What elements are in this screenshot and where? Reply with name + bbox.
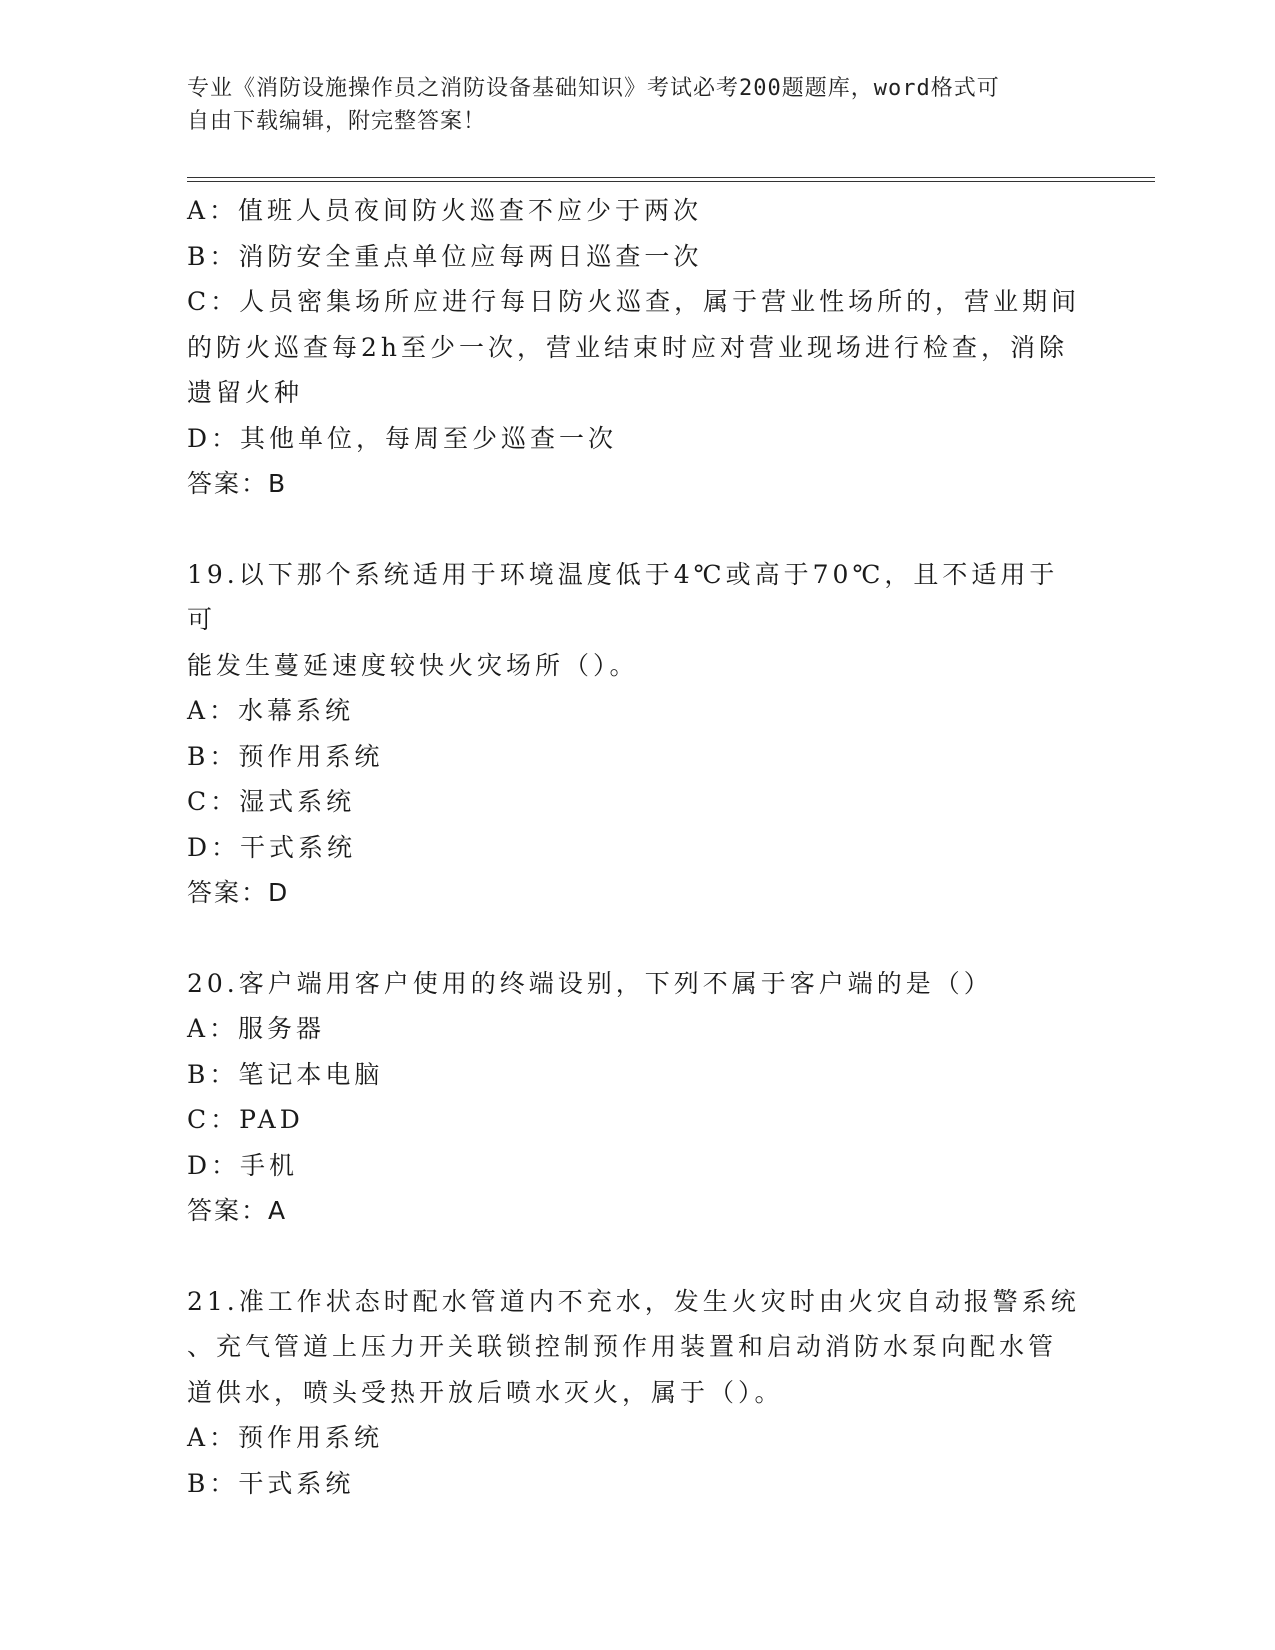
question-stem-line-1: 19.以下那个系统适用于环境温度低于4℃或高于70℃，且不适用于可 [187,559,1059,634]
question-stem-line-3: 道供水，喷头受热开放后喷水灭火，属于（）。 [187,1377,784,1407]
option-a: A：预作用系统 [187,1423,384,1452]
option-a: A：服务器 [187,1014,326,1043]
question-stem-line-1: 20.客户端用客户使用的终端设别，下列不属于客户端的是（） [187,968,993,998]
answer: 答案：D [187,878,290,907]
question-stem-line-2: 能发生蔓延速度较快火灾场所（）。 [187,650,639,680]
answer: 答案：B [187,469,288,498]
option-c-line-1: C：人员密集场所应进行每日防火巡查，属于营业性场所的，营业期间 [187,287,1081,316]
answer: 答案：A [187,1196,288,1225]
option-d: D：干式系统 [187,832,357,862]
question-stem-line-2: 、充气管道上压力开关联锁控制预作用装置和启动消防水泵向配水管 [187,1332,1058,1361]
question-18 [187,188,1087,507]
header-line-2: 自由下载编辑，附完整答案！ [187,109,487,134]
option-d: D：其他单位，每周至少巡查一次 [187,423,618,453]
spacer [187,916,1087,961]
question-19 [187,552,1087,916]
option-c: C：PAD [187,1105,304,1134]
question-stem-line-1: 21.准工作状态时配水管道内不充水，发生火灾时由火灾自动报警系统 [187,1286,1080,1316]
option-c-line-2: 的防火巡查每2h至少一次，营业结束时应对营业现场进行检查，消除 [187,332,1069,362]
question-list [187,188,1087,1506]
spacer [187,507,1087,552]
option-a: A：水幕系统 [187,696,355,725]
option-b: B：消防安全重点单位应每两日巡查一次 [187,241,703,271]
option-b: B：预作用系统 [187,741,384,771]
option-b: B：干式系统 [187,1468,355,1498]
header-line-1: 专业《消防设施操作员之消防设备基础知识》考试必考200题题库，word格式可 [187,76,1000,101]
option-d: D：手机 [187,1150,299,1180]
option-a: A：值班人员夜间防火巡查不应少于两次 [187,196,703,225]
option-c-line-3: 遗留火种 [187,378,304,407]
header-divider [187,177,1155,182]
option-c: C：湿式系统 [187,787,356,816]
option-b: B：笔记本电脑 [187,1059,384,1089]
spacer [187,1234,1087,1279]
document-header [187,72,1067,138]
question-20 [187,961,1087,1234]
question-21 [187,1279,1087,1507]
